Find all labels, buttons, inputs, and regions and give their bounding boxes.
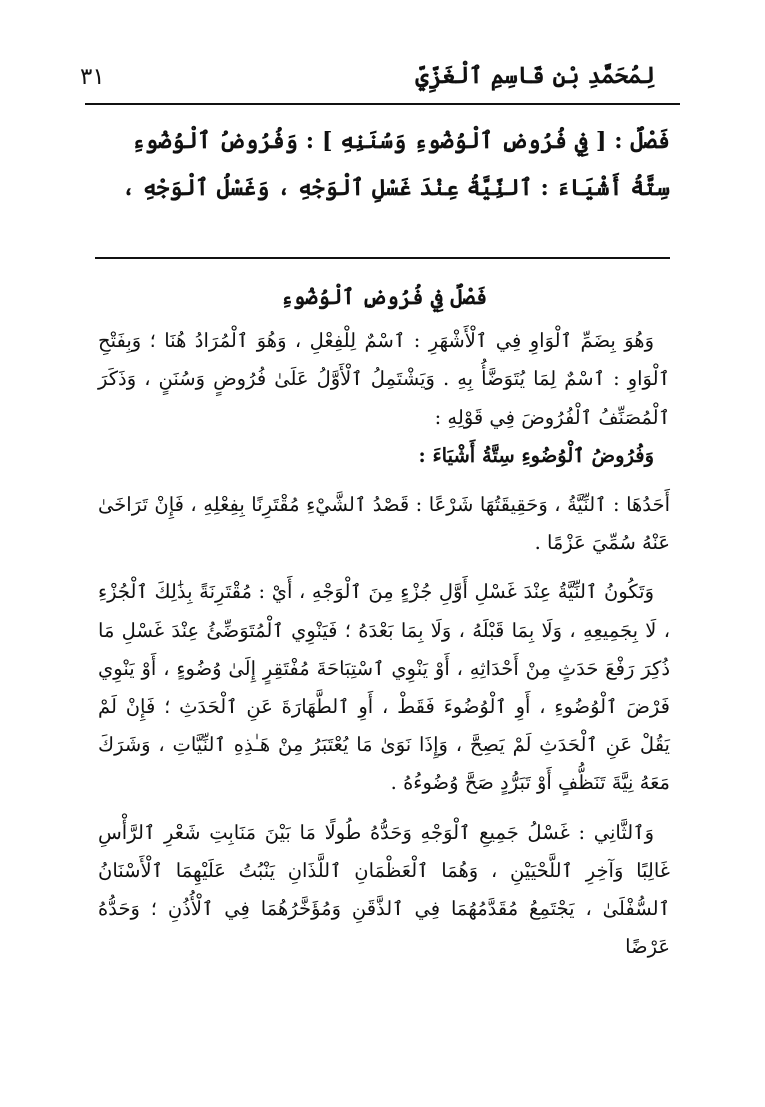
matn-text bbox=[98, 118, 670, 212]
section-heading: فَصْلٌ فِي فُرُوضِ ٱلْوُضُوءِ bbox=[280, 284, 488, 309]
matn-sharh-divider bbox=[95, 257, 670, 259]
paragraph-niyya-timing: وَتَكُونُ ٱلنِّيَّةُ عِنْدَ غَسْلِ أَوَّلِ جُزْءٍ مِنَ ٱلْوَجْهِ ، أَيْ : مُقْتَرِنَةً بِذَٰلِكَ ٱلْجُزْءِ ، لَا بِجَمِيعِهِ ، وَلَا بِمَا قَبْلَهُ ، وَلَا بِمَا بَعْدَهُ ؛ فَيَنْوِي ٱلْمُتَوَضِّئُ عِنْدَ غَسْلِ مَا ذُكِرَ رَفْعَ حَدَثٍ مِنْ أَحْدَاثِهِ ، أَوْ يَنْوِي ٱسْتِبَاحَةَ مُفْتَقِرٍ إِلَىٰ وُضُوءٍ ، أَوْ يَنْوِي فَرْضَ ٱلْوُضُوءِ ، أَوِ ٱلْوُضُوءَ فَقَطْ ، أَوِ ٱلطَّهَارَةَ عَنِ ٱلْحَدَثِ ؛ فَإِنْ لَمْ يَقُلْ عَنِ ٱلْحَدَثِ لَمْ يَصِحَّ ، وَإِذَا نَوَىٰ مَا يُعْتَبَرُ مِنْ هَـٰذِهِ ٱلنِّيَّاتِ ، وَشَرَكَ مَعَهُ نِيَّةَ تَنَظُّفٍ أَوْ تَبَرُّدٍ صَحَّ وُضُوءُهُ . bbox=[98, 580, 670, 795]
paragraph-obligations-intro: وَفُرُوضُ ٱلْوُضُوءِ سِتَّةُ أَشْيَاءَ : bbox=[418, 443, 654, 467]
paragraph-second-face: وَٱلثَّانِي : غَسْلُ جَمِيعِ ٱلْوَجْهِ وَحَدُّهُ طُولًا مَا بَيْنَ مَنَابِتِ شَعْرِ ٱلرَّأْسِ غَالِبًا وَآخِرِ ٱللَّحْيَيْنِ ، وَهُمَا ٱلْعَظْمَانِ ٱللَّذَانِ يَنْبُتُ عَلَيْهِمَا ٱلْأَسْنَانُ ٱلسُّفْلَىٰ ، يَجْتَمِعُ مُقَدَّمُهُمَا فِي ٱلذَّقَنِ وَمُؤَخَّرُهُمَا فِي ٱلْأُذُنِ ؛ وَحَدُّهُ عَرْضًا bbox=[98, 820, 670, 959]
header-rule bbox=[85, 103, 680, 105]
paragraph-wudu-definition: وَهُوَ بِضَمِّ ٱلْوَاوِ فِي ٱلْأَشْهَرِ : ٱسْمٌ لِلْفِعْلِ ، وَهُوَ ٱلْمُرَادُ هُنَا ؛ وَبِفَتْحِ ٱلْوَاوِ : ٱسْمٌ لِمَا يُتَوَضَّأُ بِهِ . وَيَشْتَمِلُ ٱلْأَوَّلُ عَلَىٰ فُرُوضٍ وَسُنَنٍ ، وَذَكَرَ ٱلْمُصَنِّفُ ٱلْفُرُوضَ فِي قَوْلِهِ : bbox=[98, 329, 670, 429]
running-head bbox=[80, 62, 655, 102]
running-title: لِمُحَمَّدِ بْنِ قَاسِمِ ٱلْغَزِّيِّ bbox=[415, 62, 655, 89]
paragraph-first-niyya: أَحَدُهَا : ٱلنِّيَّةُ ، وَحَقِيقَتُهَا شَرْعًا : قَصْدُ ٱلشَّيْءِ مُقْتَرِنًا بِفِعْلِهِ ، فَإِنْ تَرَاخَىٰ عَنْهُ سُمِّيَ عَزْمًا . bbox=[98, 493, 670, 555]
sharh-text bbox=[98, 278, 670, 966]
matn-line-2: سِتَّةُ أَشْيَاءَ : ٱلنِّيَّةُ عِنْدَ غَسْلِ ٱلْوَجْهِ ، وَغَسْلُ ٱلْوَجْهِ ، bbox=[121, 175, 670, 201]
matn-line-1: فَصْلٌ : [ فِي فُرُوضِ ٱلْوُضُوءِ وَسُنَنِهِ ] : وَفُرُوضُ ٱلْوُضُوءِ bbox=[131, 128, 670, 154]
page-number: ٣١ bbox=[80, 64, 105, 90]
